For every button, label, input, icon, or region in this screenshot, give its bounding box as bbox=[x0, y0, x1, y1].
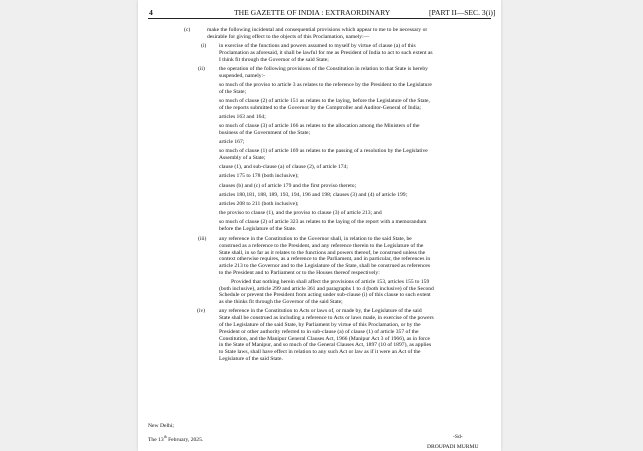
item-ii-line: the operation of the following provisions of the Constitution in relation to that State is hereby bbox=[219, 65, 428, 72]
provision-line: before the Legislature of the State. bbox=[219, 226, 297, 233]
signature-mark: -Sd- bbox=[453, 434, 463, 440]
place: New Delhi; bbox=[148, 423, 174, 429]
clause-c-line: desirable for giving effect to the objects of this Proclamation, namely:— bbox=[207, 33, 370, 40]
header-rule bbox=[148, 18, 491, 19]
page-number: 4 bbox=[149, 8, 153, 17]
provision-line: business of the Government of the State; bbox=[219, 129, 311, 136]
gazette-title: THE GAZETTE OF INDIA : EXTRAORDINARY bbox=[234, 8, 391, 17]
item-iii-line: construed as a reference to the President, and any reference therein to the Legislature of the bbox=[219, 242, 424, 249]
item-i-line: Proclamation as aforesaid, it shall be lawful for me as President of India to act to such extent as bbox=[219, 49, 433, 56]
provision-line: so much of clause (1) of article 169 as relates to the passing of a resolution by the Legislative bbox=[219, 148, 428, 155]
item-iii-line: to the President and to Parliament or to the Houses thereof respectively: bbox=[219, 270, 380, 276]
proviso-line: (both inclusive), article 299 and article 361 and paragraphs 1 to 4 (both inclusive) of the Second bbox=[219, 285, 434, 292]
provision-line: so much of clause (3) of article 166 as relates to the allocation among the Ministers of the bbox=[219, 123, 420, 129]
provision-line: articles 180,181, 188, 189, 193, 194, 196 and 198; clauses (3) and (4) of article 199; bbox=[219, 191, 408, 198]
gazette-page bbox=[138, 0, 501, 451]
item-ii-marker: (ii) bbox=[198, 65, 205, 72]
provision-line: articles 208 to 211 (both inclusive); bbox=[219, 201, 299, 207]
item-iv-line: of the Legislature of the said State, by Parliament by virtue of this Proclamation, or by the bbox=[219, 322, 421, 328]
item-iii-marker: (iii) bbox=[198, 236, 207, 242]
item-iv-line: Constitution, and the Manipur General Clauses Act, 1966 (Manipur Act 3 of 1966), as in force bbox=[219, 335, 430, 342]
provision-line: so much of clause (2) of article 151 as relates to the laying, before the Legislature of the State, bbox=[219, 97, 430, 104]
signatory-name: DROUPADI MURMU bbox=[427, 444, 479, 450]
proviso-line: Provided that nothing herein shall affect the provisions of article 153, articles 155 to 159 bbox=[231, 278, 430, 285]
proviso-line: as she thinks fit through the Governor of the said State; bbox=[219, 299, 343, 306]
provision-line: clauses (b) and (c) of article 179 and the first proviso thereto; bbox=[219, 182, 357, 189]
item-iv-line: to State laws, shall have effect in relation to any such Act or law as if it were an Act of the bbox=[219, 349, 421, 356]
item-i-line: I think fit through the Governor of the said State; bbox=[219, 56, 329, 63]
provision-line: clause (1), and sub-clause (a) of clause (2), of article 174; bbox=[219, 164, 348, 171]
provision-line: of the reports submitted to the Governor by the Comptroller and Auditor-General of India; bbox=[219, 104, 421, 111]
item-iv-line: Legislature of the said State. bbox=[219, 356, 283, 362]
clause-c-marker: (c) bbox=[184, 27, 191, 33]
item-iv-line: in the State of Manipur, and so much of the General Clauses Act, 1897 (10 of 1897), as applies bbox=[219, 342, 432, 349]
provision-line: so much of the proviso to article 3 as relates to the reference by the President to the Legislature bbox=[219, 81, 432, 88]
provision-line: of the State; bbox=[219, 88, 247, 95]
item-i-line: in exercise of the functions and powers assumed to myself by virtue of clause (a) of this bbox=[219, 43, 416, 49]
item-iv-line: any reference in the Constitution to Acts or laws of, or made by, the Legislature of the said bbox=[219, 308, 422, 315]
proviso-line: Schedule or prevent the President from acting under sub-clause (i) of this clause to such extent bbox=[219, 292, 431, 299]
provision-line: so much of clause (2) of article 323 as relates to the laying of the report with a memorandum bbox=[219, 219, 427, 226]
clause-c-line: make the following incidental and consequential provisions which appear to me to be necessary or bbox=[207, 27, 428, 33]
item-i-marker: (i) bbox=[201, 43, 207, 49]
provision-line: articles 163 and 164; bbox=[219, 113, 266, 120]
item-iii-line: article 213 to the Governor and to the Legislature of the State, shall be construed as references bbox=[219, 263, 431, 270]
gazette-part: [PART II—SEC. 3(i)] bbox=[429, 8, 496, 17]
provision-line: articles 175 to 178 (both inclusive); bbox=[219, 173, 299, 180]
item-iv-marker: (iv) bbox=[197, 308, 206, 315]
item-iii-line: State shall, in so far as it relates to the functions and powers thereof, be construed unless the bbox=[219, 249, 426, 256]
item-iv-line: President or other authority referred to in sub-clause (a) of clause (1) of article 357 of the bbox=[219, 328, 419, 335]
item-iv-line: State shall be construed as including a reference to Acts or laws made, in exercise of the powers bbox=[219, 315, 434, 322]
item-ii-line: suspended, namely:- bbox=[219, 72, 265, 79]
item-iii-line: any reference in the Constitution to the Governor shall, in relation to the said State, be bbox=[219, 236, 412, 242]
provision-line: the proviso to clause (1), and the proviso to clause (3) of article 213; and bbox=[219, 210, 382, 217]
item-iii-line: context otherwise requires, as a reference to the Parliament, and in particular, the references in bbox=[219, 256, 431, 263]
provision-line: Assembly of a State; bbox=[219, 155, 266, 161]
provision-line: article 167; bbox=[219, 139, 245, 145]
date: The 13th February, 2025. bbox=[148, 435, 204, 443]
